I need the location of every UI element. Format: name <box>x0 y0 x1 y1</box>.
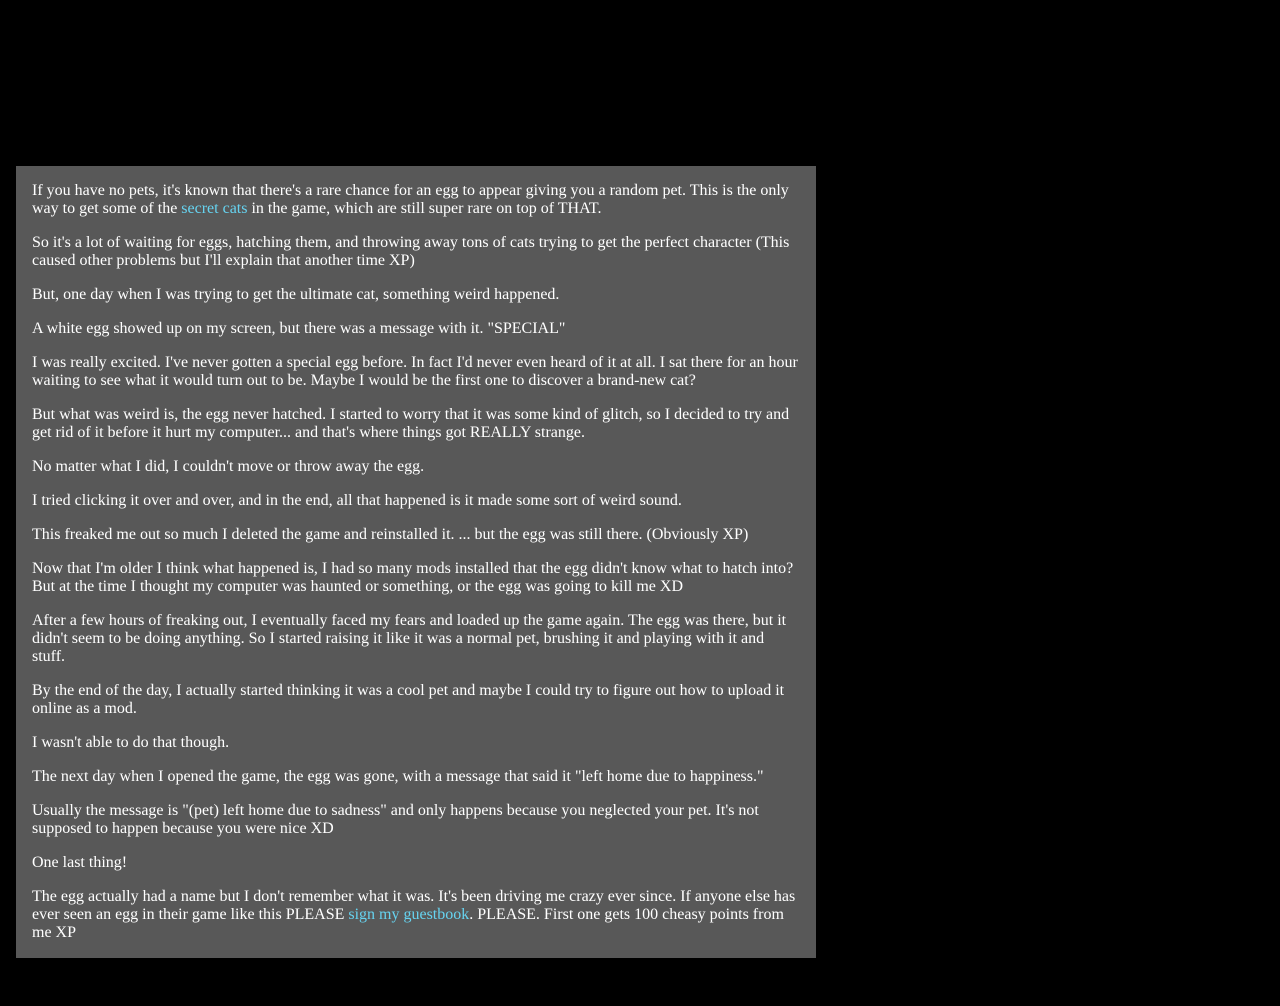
paragraph-12: By the end of the day, I actually started thinking it was a cool pet and maybe I could try to figure out how to upload it online as a mod. <box>32 682 785 717</box>
paragraph-17-text-before: The egg actually had a name but I don't remember what it was. It's been driving me crazy ever since. If anyone else has ever seen an egg in their game like this PLEASE <box>32 888 796 923</box>
paragraph-16: One last thing! <box>32 854 128 871</box>
guestbook-link[interactable]: sign my guestbook <box>348 906 470 923</box>
paragraph-7: No matter what I did, I couldn't move or throw away the egg. <box>32 458 425 475</box>
secret-cats-link[interactable]: secret cats <box>181 200 248 217</box>
paragraph-14: The next day when I opened the game, the egg was gone, with a message that said it "left home due to happiness." <box>32 768 764 785</box>
paragraph-6: But what was weird is, the egg never hatched. I started to worry that it was some kind of glitch, so I decided to try and get rid of it before it hurt my computer... and that's where things got REALLY strange. <box>32 406 790 441</box>
paragraph-9: This freaked me out so much I deleted the game and reinstalled it. ... but the egg was still there. (Obviously XP) <box>32 526 749 543</box>
paragraph-1-text-after: in the game, which are still super rare on top of THAT. <box>247 200 602 217</box>
paragraph-17 <box>32 888 800 942</box>
paragraph-4: A white egg showed up on my screen, but there was a message with it. "SPECIAL" <box>32 320 566 337</box>
paragraph-3: But, one day when I was trying to get the ultimate cat, something weird happened. <box>32 286 560 303</box>
paragraph-15: Usually the message is "(pet) left home due to sadness" and only happens because you neglected your pet. It's not supposed to happen because you were nice XD <box>32 802 759 837</box>
paragraph-13: I wasn't able to do that though. <box>32 734 230 751</box>
paragraph-1 <box>32 182 800 218</box>
paragraph-5: I was really excited. I've never gotten a special egg before. In fact I'd never even heard of it at all. I sat there for an hour waiting to see what it would turn out to be. Maybe I would be the first one to discover a brand-new cat? <box>32 354 798 389</box>
paragraph-1-text-before: If you have no pets, it's known that there's a rare chance for an egg to appear giving you a random pet. This is the only way to get some of the <box>32 182 789 217</box>
paragraph-11: After a few hours of freaking out, I eventually faced my fears and loaded up the game again. The egg was there, but it didn't seem to be doing anything. So I started raising it like it was a normal pet, brushing it and playing with it and stuff. <box>32 612 787 665</box>
paragraph-17-text-after: . PLEASE. First one gets 100 cheasy points from me XP <box>32 906 784 941</box>
paragraph-8: I tried clicking it over and over, and in the end, all that happened is it made some sort of weird sound. <box>32 492 682 509</box>
paragraph-10: Now that I'm older I think what happened is, I had so many mods installed that the egg didn't know what to hatch into? But at the time I thought my computer was haunted or something, or the egg was going to kill me XD <box>32 560 794 595</box>
paragraph-2: So it's a lot of waiting for eggs, hatching them, and throwing away tons of cats trying to get the perfect character (This caused other problems but I'll explain that another time XP) <box>32 234 790 269</box>
story-panel <box>16 166 816 958</box>
